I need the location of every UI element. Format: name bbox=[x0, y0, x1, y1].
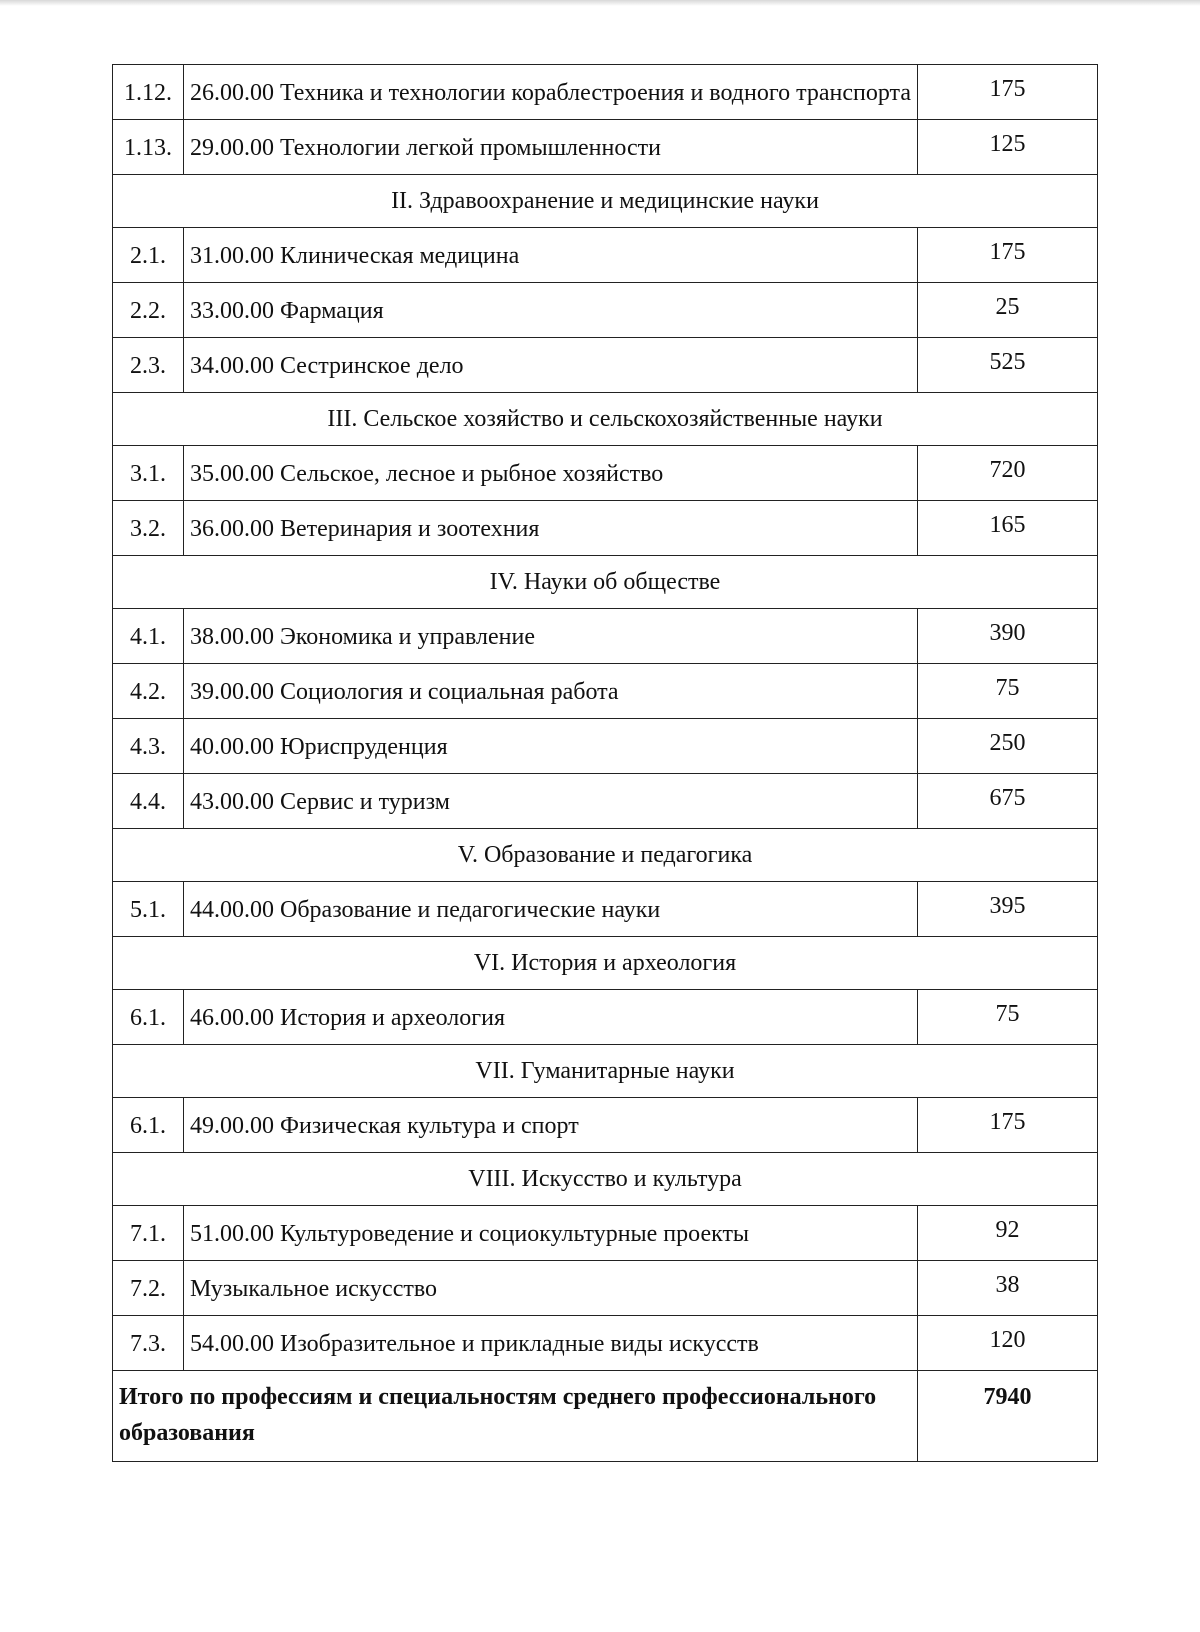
section-title: VIII. Искусство и культура bbox=[113, 1153, 1098, 1206]
table-row bbox=[113, 120, 1098, 175]
specialty-name: 49.00.00 Физическая культура и спорт bbox=[184, 1098, 918, 1153]
specialty-name: 31.00.00 Клиническая медицина bbox=[184, 228, 918, 283]
row-number: 7.2. bbox=[113, 1261, 184, 1316]
specialty-count: 720 bbox=[918, 446, 1098, 501]
row-number: 4.3. bbox=[113, 719, 184, 774]
table-row bbox=[113, 228, 1098, 283]
specialty-count: 125 bbox=[918, 120, 1098, 175]
specialty-count: 175 bbox=[918, 1098, 1098, 1153]
specialty-count: 165 bbox=[918, 501, 1098, 556]
specialty-name: 33.00.00 Фармация bbox=[184, 283, 918, 338]
section-header-row bbox=[113, 937, 1098, 990]
row-number: 5.1. bbox=[113, 882, 184, 937]
specialty-count: 390 bbox=[918, 609, 1098, 664]
specialty-count: 175 bbox=[918, 228, 1098, 283]
section-title: II. Здравоохранение и медицинские науки bbox=[113, 175, 1098, 228]
total-value: 7940 bbox=[918, 1371, 1098, 1462]
section-header-row bbox=[113, 1045, 1098, 1098]
table-row bbox=[113, 1261, 1098, 1316]
table-row bbox=[113, 774, 1098, 829]
section-title: III. Сельское хозяйство и сельскохозяйственные науки bbox=[113, 393, 1098, 446]
specialty-name: 36.00.00 Ветеринария и зоотехния bbox=[184, 501, 918, 556]
table-body bbox=[113, 65, 1098, 1462]
specialty-name: Музыкальное искусство bbox=[184, 1261, 918, 1316]
table-row bbox=[113, 338, 1098, 393]
section-title: IV. Науки об обществе bbox=[113, 556, 1098, 609]
table-row bbox=[113, 990, 1098, 1045]
section-header-row bbox=[113, 829, 1098, 882]
row-number: 6.1. bbox=[113, 1098, 184, 1153]
row-number: 2.2. bbox=[113, 283, 184, 338]
specialty-count: 175 bbox=[918, 65, 1098, 120]
section-header-row bbox=[113, 1153, 1098, 1206]
specialty-name: 26.00.00 Техника и технологии кораблестроения и водного транспорта bbox=[184, 65, 918, 120]
specialty-count: 75 bbox=[918, 664, 1098, 719]
specialty-count: 38 bbox=[918, 1261, 1098, 1316]
scan-edge bbox=[0, 0, 1200, 6]
row-number: 3.1. bbox=[113, 446, 184, 501]
table-row bbox=[113, 664, 1098, 719]
specialty-count: 92 bbox=[918, 1206, 1098, 1261]
table-row bbox=[113, 65, 1098, 120]
specialty-count: 675 bbox=[918, 774, 1098, 829]
section-header-row bbox=[113, 556, 1098, 609]
specialty-count: 75 bbox=[918, 990, 1098, 1045]
specialty-name: 46.00.00 История и археология bbox=[184, 990, 918, 1045]
section-title: VI. История и археология bbox=[113, 937, 1098, 990]
table-row bbox=[113, 882, 1098, 937]
total-row bbox=[113, 1371, 1098, 1462]
specialty-count: 250 bbox=[918, 719, 1098, 774]
row-number: 1.13. bbox=[113, 120, 184, 175]
row-number: 3.2. bbox=[113, 501, 184, 556]
total-label: Итого по профессиям и специальностям среднего профессионального образования bbox=[113, 1371, 918, 1462]
section-header-row bbox=[113, 175, 1098, 228]
specialty-count: 525 bbox=[918, 338, 1098, 393]
row-number: 4.2. bbox=[113, 664, 184, 719]
section-title: VII. Гуманитарные науки bbox=[113, 1045, 1098, 1098]
row-number: 7.3. bbox=[113, 1316, 184, 1371]
row-number: 1.12. bbox=[113, 65, 184, 120]
row-number: 2.3. bbox=[113, 338, 184, 393]
specialty-count: 25 bbox=[918, 283, 1098, 338]
specialty-count: 120 bbox=[918, 1316, 1098, 1371]
specialty-name: 39.00.00 Социология и социальная работа bbox=[184, 664, 918, 719]
table-row bbox=[113, 1098, 1098, 1153]
section-header-row bbox=[113, 393, 1098, 446]
specialties-table bbox=[112, 64, 1098, 1462]
row-number: 2.1. bbox=[113, 228, 184, 283]
table-row bbox=[113, 501, 1098, 556]
table-row bbox=[113, 1316, 1098, 1371]
table-row bbox=[113, 719, 1098, 774]
table-row bbox=[113, 1206, 1098, 1261]
row-number: 7.1. bbox=[113, 1206, 184, 1261]
table-row bbox=[113, 283, 1098, 338]
specialty-count: 395 bbox=[918, 882, 1098, 937]
specialty-name: 40.00.00 Юриспруденция bbox=[184, 719, 918, 774]
specialty-name: 44.00.00 Образование и педагогические науки bbox=[184, 882, 918, 937]
specialty-name: 43.00.00 Сервис и туризм bbox=[184, 774, 918, 829]
table-row bbox=[113, 609, 1098, 664]
row-number: 4.4. bbox=[113, 774, 184, 829]
row-number: 6.1. bbox=[113, 990, 184, 1045]
row-number: 4.1. bbox=[113, 609, 184, 664]
section-title: V. Образование и педагогика bbox=[113, 829, 1098, 882]
specialty-name: 29.00.00 Технологии легкой промышленности bbox=[184, 120, 918, 175]
specialty-name: 34.00.00 Сестринское дело bbox=[184, 338, 918, 393]
specialty-name: 38.00.00 Экономика и управление bbox=[184, 609, 918, 664]
table-row bbox=[113, 446, 1098, 501]
specialty-name: 54.00.00 Изобразительное и прикладные виды искусств bbox=[184, 1316, 918, 1371]
specialty-name: 51.00.00 Культуроведение и социокультурные проекты bbox=[184, 1206, 918, 1261]
specialty-name: 35.00.00 Сельское, лесное и рыбное хозяйство bbox=[184, 446, 918, 501]
